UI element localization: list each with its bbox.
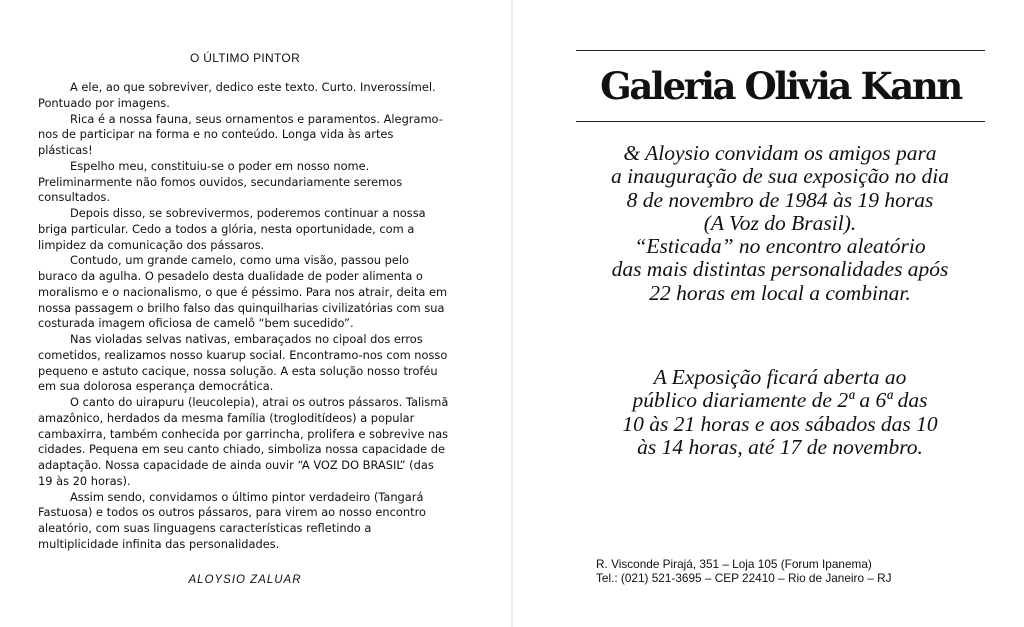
exhibition-line: às 14 horas, até 17 de novembro. <box>637 434 923 459</box>
invitation-line: das mais distintas personalidades após <box>611 257 949 282</box>
invitation-line: “Esticada” no encontro aleatório <box>634 234 926 259</box>
paragraph: A ele, ao que sobreviver, dedico este texto. Curto. Inverossímel. Pontuado por imagens. <box>38 80 436 110</box>
invitation-line: (A Voz do Brasil). <box>703 210 857 235</box>
bottom-rule <box>576 121 985 122</box>
text-title: O ÚLTIMO PINTOR <box>189 51 301 65</box>
invitation-text <box>570 142 990 305</box>
invitation-line: 8 de novembro de 1984 às 19 horas <box>626 187 934 212</box>
top-rule <box>576 50 985 51</box>
invitation-line: 22 horas em local a combinar. <box>649 280 911 305</box>
gallery-name: Galeria Olivia Kann <box>600 64 961 108</box>
paragraph: Depois disso, se sobrevivermos, poderemos continuar a nossa briga particular. Cedo a todos a glória, nesta oportunidade, com a limpidez da comunicação dos pássaros. <box>38 206 426 252</box>
invitation-line: a inauguração de sua exposição no dia <box>611 164 949 189</box>
paragraph: O canto do uirapuru (leucolepia), atrai os outros pássaros. Talismã amazônico, herdados da mesma família (trogloditídeos) a popular cambaxirra, também conhecida por garrincha, prolifera e sobrevive nas cidades. Pequena em seu canto chiado, simboliza nossa capacidade de adaptação. Nossa capacidade de ainda ouvir “A VOZ DO BRASIL” (das 19 às 20 horas). <box>38 395 449 488</box>
paragraph: Espelho meu, constituiu-se o poder em nosso nome. Preliminarmente não fomos ouvidos, secundariamente seremos consultados. <box>38 158 403 205</box>
exhibition-hours-text <box>570 366 990 459</box>
exhibition-line: 10 às 21 horas e aos sábados das 10 <box>622 411 938 436</box>
address-line: R. Visconde Pirajá, 351 – Loja 105 (Forum Ipanema) <box>596 557 872 571</box>
gallery-address <box>596 557 996 585</box>
author-signature: ALOYSIO ZALUAR <box>188 574 302 586</box>
essay-text <box>38 80 450 553</box>
paragraph: Assim sendo, convidamos o último pintor verdadeiro (Tangará Fastuosa) e todos os outros pássaros, para virem ao nosso encontro aleatório, com suas linguagens características refletindo a multiplicidade infinita das personalidades. <box>38 489 426 551</box>
paragraph: Contudo, um grande camelo, como uma visão, passou pelo buraco da agulha. O pesadelo desta dualidade de poder alimenta o moralismo e o nacionalismo, o que é péssimo. Para nos atrair, deita em nossa passagem o brilho falso das quinquilharias civilizatórias com sua costurada imagem oficiosa de camelô “bem sucedido”. <box>38 253 448 331</box>
invitation-line: & Aloysio convidam os amigos para <box>623 141 937 165</box>
exhibition-line: A Exposição ficará aberta ao <box>653 365 907 389</box>
exhibition-line: público diariamente de 2ª a 6ª das <box>632 388 928 413</box>
phone-line: Tel.: (021) 521-3695 – CEP 22410 – Rio de Janeiro – RJ <box>596 571 892 585</box>
paragraph: Nas violadas selvas nativas, embaraçados no cipoal dos erros cometidos, realizamos nosso kuarup social. Encontramo-nos com nosso pequeno e astuto cacique, nossa solução. A esta solução nosso troféu em sua dolorosa esperança democrática. <box>38 332 448 394</box>
paragraph: Rica é a nossa fauna, seus ornamentos e paramentos. Alegramo-nos de participar na forma e no conteúdo. Longa vida às artes plásticas! <box>38 111 443 157</box>
